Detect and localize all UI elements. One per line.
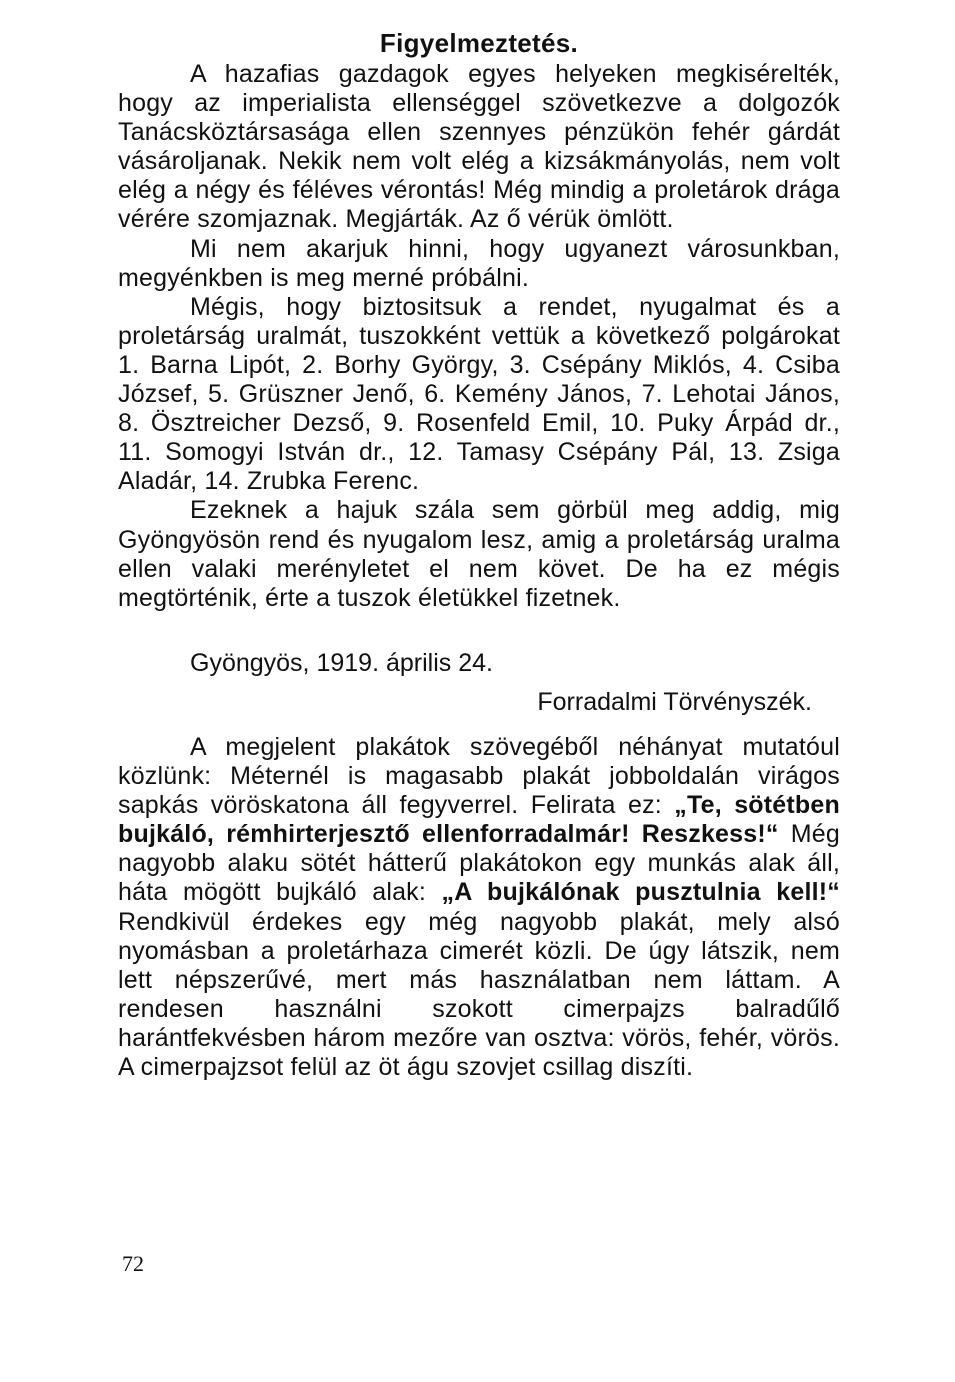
paragraph-hostages-list: Mégis, hogy biztositsuk a rendet, nyugalmat és a proletárság uralmát, tuszokként vettük a következő polgárokat 1. Barna Lipót, 2. Borhy György, 3. Csépány Miklós, 4. Csiba József, 5. Grüszner Jenő, 6. Kemény János, 7. Lehotai János, 8. Ösztreicher Dezső, 9. Rosenfeld Emil, 10. Puky Árpád dr., 11. Somogyi István dr., 12. Tamasy Csépány Pál, 13. Zsiga Aladár, 14. Zrubka Ferenc.	[118, 292, 840, 496]
page-number: 72	[122, 1251, 144, 1276]
commentary-text-part2: Még nagyobb alaku sötét hátterű plakátokon egy munkás alak áll, háta mögött bujkáló alak:	[118, 820, 840, 907]
poster-quote-2: „A bujkálónak pusztulnia kell!“	[441, 878, 840, 907]
book-page	[118, 28, 840, 1358]
commentary-text-part1: A megjelent plakátok szövegéből néhányat mutatóul közlünk: Méternél is magasabb plakát jobboldalán virágos sapkás vöröskatona áll fegyverrel. Felirata ez:	[118, 732, 840, 820]
poster-quote-1: „Te, sötétben bujkáló, rémhirterjesztő ellenforradalmár! Reszkess!“	[118, 791, 840, 849]
paragraph-city-county: Mi nem akarjuk hinni, hogy ugyanezt városunkban, megyénkben is meg merné próbálni.	[118, 234, 840, 292]
dateline: Gyöngyös, 1919. április 24.	[190, 648, 493, 677]
paragraph-hostages-warning: Ezeknek a hajuk szála sem görbül meg addig, mig Gyöngyösön rend és nyugalom lesz, amig a proletárság uralma ellen valaki merényletet el nem követ. De ha ez mégis megtörténik, érte a tuszok életükkel fizetnek.	[118, 496, 840, 612]
signature-tribunal: Forradalmi Törvényszék.	[537, 687, 812, 716]
paragraph-posters-commentary	[118, 733, 840, 1082]
notice-heading: Figyelmeztetés.	[379, 28, 579, 58]
paragraph-wealthy-patriots: A hazafias gazdagok egyes helyeken megkisérelték, hogy az imperialista ellenséggel szövetkezve a dolgozók Tanácsköztársasága ellen szennyes pénzükön fehér gárdát vásároljanak. Nekik nem volt elég a kizsákmányolás, nem volt elég a négy és féléves vérontás! Még mindig a proletárok drága vérére szomjaznak. Megjárták. Az ő vérük ömlött.	[118, 60, 840, 234]
commentary-text-part3: Rendkivül érdekes egy még nagyobb plakát, mely alsó nyomásban a proletárhaza cimerét közli. De úgy látszik, nem lett népszerűvé, mert más használatban nem láttam. A rendesen használni szokott cimerpajzs balradűlő harántfekvésben három mezőre van osztva: vörös, fehér, vörös. A cimerpajzsot felül az öt águ szovjet csillag diszíti.	[118, 907, 840, 1081]
